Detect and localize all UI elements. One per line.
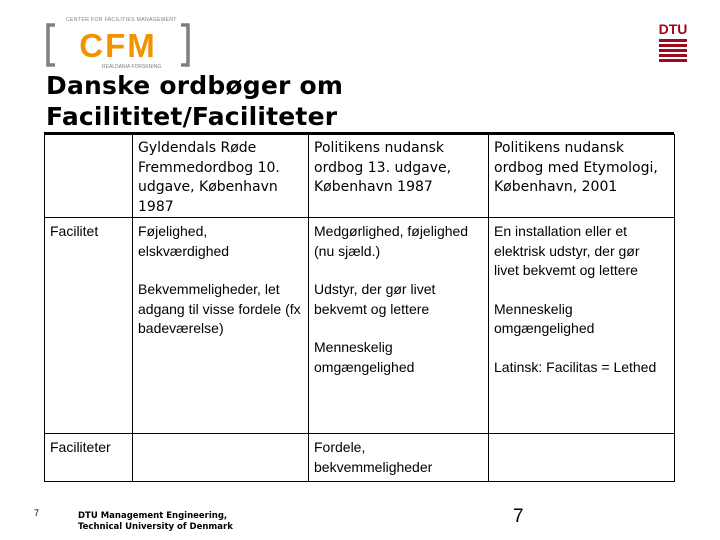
header-empty-cell: [45, 135, 133, 218]
term-facilitet: Facilitet: [45, 218, 133, 434]
definition: Latinsk: Facilitas = Lethed: [494, 358, 657, 375]
page-title: Danske ordbøger om Facilititet/Faciliteter: [46, 71, 344, 131]
term-faciliteter: Faciliteter: [45, 434, 133, 482]
footer-org-line: DTU Management Engineering,: [78, 511, 228, 521]
definition: Menneskelig omgængelighed: [314, 339, 415, 375]
definition: En installation eller et elektrisk udstyr, der gør livet bekvemt og lettere: [494, 223, 640, 278]
facilitet-politiken-2001-cell: [489, 218, 675, 434]
dtu-logo-text: DTU: [658, 21, 688, 37]
footer-org-line: Technical University of Denmark: [78, 522, 233, 532]
definition: Bekvemmeligheder, let adgang til visse fordele (fx badeværelse): [138, 281, 301, 336]
logo-sub-text: REALDANIA FORSKNING: [102, 64, 162, 70]
faciliteter-politiken-2001-cell: [489, 434, 675, 482]
table-row: [45, 218, 675, 434]
definition: Udstyr, der gør livet bekvemt og lettere: [314, 281, 436, 317]
dtu-logo: [656, 20, 690, 64]
faciliteter-gyldendal-cell: [133, 434, 309, 482]
header-politiken-1987: Politikens nudansk ordbog 13. udgave, København 1987: [309, 135, 489, 218]
logo-left-bracket: [48, 25, 55, 65]
table-row: [45, 434, 675, 482]
dtu-logo-stripes: [659, 39, 687, 62]
logo-top-text: CENTER FOR FACILITIES MANAGEMENT: [66, 17, 177, 23]
faciliteter-politiken-1987-cell: Fordele, bekvemmeligheder: [309, 434, 489, 482]
table-header-row: [45, 135, 675, 218]
dictionary-table: [44, 134, 675, 482]
definition: Medgørlighed, føjelighed (nu sjæld.): [314, 223, 469, 259]
footer-slide-number: 7: [34, 508, 40, 518]
cfm-logo: [44, 12, 194, 70]
header-politiken-2001: Politikens nudansk ordbog med Etymologi, København, 2001: [489, 135, 675, 218]
footer-organization: [78, 511, 233, 533]
logo-main-text: CFM: [79, 27, 157, 64]
header-gyldendal: Gyldendals Røde Fremmedordbog 10. udgave, København 1987: [133, 135, 309, 218]
facilitet-gyldendal-cell: [133, 218, 309, 434]
facilitet-politiken-1987-cell: [309, 218, 489, 434]
definition: Menneskelig omgængelighed: [494, 300, 595, 336]
logo-right-bracket: [181, 25, 188, 65]
footer-page-number: 7: [513, 506, 524, 527]
definition: Føjelighed, elskværdighed: [138, 223, 230, 259]
